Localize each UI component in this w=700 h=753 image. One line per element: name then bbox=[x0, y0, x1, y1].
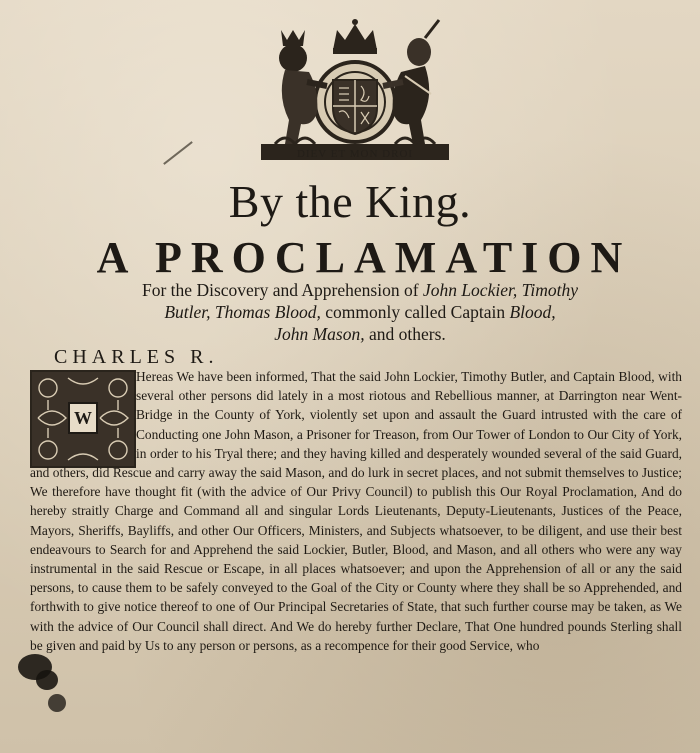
lion-supporter-icon bbox=[279, 30, 327, 144]
page-title: By the King. bbox=[228, 176, 472, 227]
initial-spacer bbox=[30, 367, 136, 463]
royal-coat-of-arms bbox=[255, 16, 455, 166]
subtitle-suffix: and others. bbox=[364, 324, 446, 344]
subtitle-names-1: John Lockier, Timothy bbox=[422, 280, 578, 300]
royal-motto: DIEV ET MON DROI bbox=[296, 148, 414, 160]
crown-icon bbox=[333, 19, 377, 54]
unicorn-supporter-icon bbox=[383, 20, 439, 144]
subtitle-prefix: For the Discovery and Apprehension of bbox=[142, 280, 423, 300]
subtitle bbox=[60, 279, 660, 345]
subtitle-names-4: John Mason, bbox=[274, 324, 365, 344]
pen-mark bbox=[163, 141, 193, 165]
proclamation-heading: A PROCLAMATION bbox=[96, 233, 632, 282]
proclamation-text: Hereas We have been informed, That the said John Lockier, Timothy Butler, and Captain Blood, with several other persons did lately in a most riotous and Rebellious manner, at Darrington near Went-Bridge in the County of York, violently set upon and assault the Guard intrusted with the care of Conducting one John Mason, a Prisoner for Treason, from Our Tower of London to Our City of York, in order to his Tryal there; and they having killed and desperately wounded several of the said Guard, and others, did Rescue and carry away the said Mason, and do lurk in secret places, and not submit themselves to Justice; We therefore have thought fit (with the advice of Our Privy Council) to publish this Our Royal Proclamation, And do hereby straitly Charge and Command all and singular Lords Lieutenants, Deputy-Lieutenants, Justices of the Peace, Mayors, Sheriffs, Bayliffs, and other Our Officers, Ministers, and Subjects whatsoever, to be diligent, and use their best endeavours to Search for and Apprehend the said Lockier, Butler, Blood, and Mason, and all others who were any way instrumental in the said Rescue or Escape, in all places whatsoever; and upon the Apprehension of all or any the said persons, to cause them to be safely conveyed to the Goal of the City or County where they shall be so Apprehended, and forthwith to give notice thereof to one of Our Principal Secretaries of State, that such further course may be taken, as We with the advice of Our Council shall direct. And We do hereby further Declare, That One hundred pounds Sterling shall be given and paid by Us to any person or persons, as a recompence for their good Service, who bbox=[30, 369, 682, 653]
initial-letter: W bbox=[68, 402, 98, 434]
subtitle-mid: commonly called Captain bbox=[320, 302, 510, 322]
ink-blot bbox=[48, 694, 66, 712]
proclamation-body bbox=[30, 367, 682, 753]
ink-blot bbox=[36, 670, 58, 690]
subtitle-names-3: Blood, bbox=[509, 302, 556, 322]
royal-signature: CHARLES R. bbox=[54, 346, 219, 368]
subtitle-names-2: Butler, Thomas Blood, bbox=[164, 302, 321, 322]
